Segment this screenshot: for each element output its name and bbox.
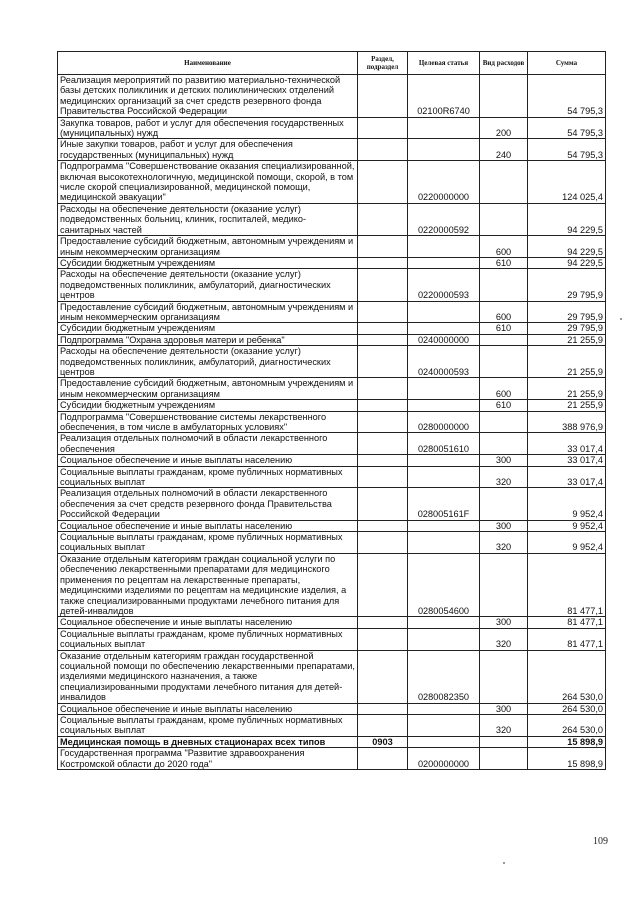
cell-section: [358, 433, 408, 455]
cell-sum: 54 795,3: [528, 117, 606, 139]
cell-vid: 610: [480, 323, 528, 334]
cell-section: [358, 553, 408, 616]
cell-vid: [480, 161, 528, 204]
cell-vid: [480, 488, 528, 520]
table-row: [58, 257, 606, 268]
cell-section: [358, 117, 408, 139]
cell-name: Субсидии бюджетным учреждениям: [58, 400, 358, 411]
cell-sum: 21 255,9: [528, 334, 606, 345]
cell-target: 0240000593: [408, 346, 480, 378]
cell-vid: [480, 736, 528, 747]
cell-target: [408, 117, 480, 139]
cell-target: [408, 378, 480, 400]
cell-sum: 33 017,4: [528, 466, 606, 488]
table-row: [58, 378, 606, 400]
cell-name: Социальное обеспечение и иные выплаты населению: [58, 520, 358, 531]
cell-target: 0200000000: [408, 748, 480, 770]
cell-vid: 300: [480, 520, 528, 531]
cell-vid: [480, 411, 528, 433]
table-row: [58, 411, 606, 433]
cell-section: [358, 650, 408, 703]
cell-vid: 240: [480, 139, 528, 161]
cell-sum: 15 898,9: [528, 748, 606, 770]
cell-sum: 9 952,4: [528, 532, 606, 554]
table-row: [58, 203, 606, 235]
cell-target: 0280000000: [408, 411, 480, 433]
cell-target: 0220000000: [408, 161, 480, 204]
cell-name: Социальные выплаты гражданам, кроме публичных нормативных социальных выплат: [58, 714, 358, 736]
cell-sum: 9 952,4: [528, 520, 606, 531]
cell-sum: 33 017,4: [528, 433, 606, 455]
table-row: [58, 553, 606, 616]
cell-section: [358, 269, 408, 301]
cell-name: Социальное обеспечение и иные выплаты населению: [58, 617, 358, 628]
table-row: [58, 400, 606, 411]
cell-target: 0280054600: [408, 553, 480, 616]
cell-sum: 29 795,9: [528, 323, 606, 334]
cell-name: Расходы на обеспечение деятельности (оказание услуг) подведомственных больниц, клиник, госпиталей, медико-санитарных частей: [58, 203, 358, 235]
cell-vid: [480, 553, 528, 616]
table-row: [58, 301, 606, 323]
table-row: [58, 269, 606, 301]
header-target: Целевая статья: [408, 52, 480, 75]
cell-vid: [480, 650, 528, 703]
table-row: [58, 433, 606, 455]
table-row: [58, 748, 606, 770]
cell-section: [358, 520, 408, 531]
cell-section: [358, 378, 408, 400]
cell-vid: 300: [480, 703, 528, 714]
cell-vid: [480, 433, 528, 455]
table-row: [58, 532, 606, 554]
cell-vid: 320: [480, 628, 528, 650]
cell-section: [358, 532, 408, 554]
cell-target: [408, 466, 480, 488]
cell-target: 02100R6740: [408, 75, 480, 118]
cell-section: [358, 323, 408, 334]
cell-sum: 264 530,0: [528, 714, 606, 736]
table-row: [58, 650, 606, 703]
table-row: [58, 466, 606, 488]
table-row: [58, 236, 606, 258]
cell-target: [408, 400, 480, 411]
cell-vid: 300: [480, 455, 528, 466]
cell-name: Предоставление субсидий бюджетным, автономным учреждениям и иным некоммерческим организациям: [58, 236, 358, 258]
cell-section: [358, 257, 408, 268]
cell-target: 0240000000: [408, 334, 480, 345]
table-row: [58, 736, 606, 747]
table-row: [58, 628, 606, 650]
cell-vid: [480, 269, 528, 301]
cell-sum: 264 530,0: [528, 703, 606, 714]
cell-sum: 124 025,4: [528, 161, 606, 204]
cell-sum: 94 229,5: [528, 257, 606, 268]
cell-vid: 600: [480, 301, 528, 323]
cell-vid: [480, 203, 528, 235]
cell-name: Оказание отдельным категориям граждан государственной социальной помощи по обеспечению лекарственными препаратами, изделиями медицинского назначения, а также специализированными продуктами лечебного питания для детей-инвалидов: [58, 650, 358, 703]
cell-name: Субсидии бюджетным учреждениям: [58, 257, 358, 268]
cell-section: [358, 346, 408, 378]
cell-section: [358, 139, 408, 161]
cell-section: [358, 628, 408, 650]
cell-section: [358, 714, 408, 736]
cell-section: [358, 617, 408, 628]
header-sum: Сумма: [528, 52, 606, 75]
cell-section: [358, 466, 408, 488]
cell-vid: 320: [480, 532, 528, 554]
cell-vid: [480, 75, 528, 118]
cell-name: Реализация мероприятий по развитию материально-технической базы детских поликлиник и детских поликлинических отделений медицинских организаций за счет средств резервного фонда Правительства Российской Федерации: [58, 75, 358, 118]
table-row: [58, 161, 606, 204]
cell-sum: 54 795,3: [528, 75, 606, 118]
cell-target: [408, 301, 480, 323]
cell-target: [408, 617, 480, 628]
cell-name: Иные закупки товаров, работ и услуг для обеспечения государственных (муниципальных) нужд: [58, 139, 358, 161]
cell-target: 0280051610: [408, 433, 480, 455]
table-body: [58, 75, 606, 770]
scan-speck: [620, 318, 622, 320]
cell-section: [358, 488, 408, 520]
cell-vid: 200: [480, 117, 528, 139]
scan-speck: [503, 862, 505, 864]
cell-sum: 94 229,5: [528, 203, 606, 235]
budget-table: [57, 51, 606, 770]
cell-target: [408, 532, 480, 554]
table-header-row: [58, 52, 606, 75]
cell-sum: 33 017,4: [528, 455, 606, 466]
cell-name: Расходы на обеспечение деятельности (оказание услуг) подведомственных поликлиник, амбулаторий, диагностических центров: [58, 269, 358, 301]
cell-sum: 388 976,9: [528, 411, 606, 433]
table-row: [58, 714, 606, 736]
cell-target: [408, 323, 480, 334]
cell-vid: [480, 334, 528, 345]
cell-section: 0903: [358, 736, 408, 747]
cell-sum: 81 477,1: [528, 553, 606, 616]
header-vid: Вид расходов: [480, 52, 528, 75]
cell-sum: 9 952,4: [528, 488, 606, 520]
cell-section: [358, 400, 408, 411]
cell-vid: [480, 748, 528, 770]
cell-section: [358, 301, 408, 323]
cell-target: [408, 257, 480, 268]
table-row: [58, 520, 606, 531]
cell-section: [358, 236, 408, 258]
cell-sum: 54 795,3: [528, 139, 606, 161]
cell-name: Субсидии бюджетным учреждениям: [58, 323, 358, 334]
table-row: [58, 617, 606, 628]
cell-vid: 600: [480, 378, 528, 400]
cell-vid: [480, 346, 528, 378]
cell-target: [408, 236, 480, 258]
cell-sum: 15 898,9: [528, 736, 606, 747]
cell-sum: 21 255,9: [528, 400, 606, 411]
cell-name: Социальное обеспечение и иные выплаты населению: [58, 703, 358, 714]
cell-sum: 264 530,0: [528, 650, 606, 703]
cell-sum: 21 255,9: [528, 378, 606, 400]
table-row: [58, 703, 606, 714]
cell-target: [408, 455, 480, 466]
cell-vid: 320: [480, 714, 528, 736]
cell-target: 028005161F: [408, 488, 480, 520]
cell-section: [358, 703, 408, 714]
cell-section: [358, 748, 408, 770]
cell-name: Социальные выплаты гражданам, кроме публичных нормативных социальных выплат: [58, 532, 358, 554]
cell-vid: 610: [480, 257, 528, 268]
cell-section: [358, 203, 408, 235]
cell-vid: 600: [480, 236, 528, 258]
cell-sum: 81 477,1: [528, 628, 606, 650]
cell-name: Оказание отдельным категориям граждан социальной услуги по обеспечению лекарственными препаратами для медицинского применения по рецептам на лекарственные препараты, медицинскими изделиями по рецептам на медицинские изделия, а также специализированными продуктами лечебного питания для детей-инвалидов: [58, 553, 358, 616]
cell-name: Закупка товаров, работ и услуг для обеспечения государственных (муниципальных) нужд: [58, 117, 358, 139]
cell-target: 0220000593: [408, 269, 480, 301]
cell-name: Реализация отдельных полномочий в области лекарственного обеспечения: [58, 433, 358, 455]
table-row: [58, 139, 606, 161]
table-row: [58, 75, 606, 118]
cell-sum: 21 255,9: [528, 346, 606, 378]
cell-section: [358, 75, 408, 118]
cell-name: Реализация отдельных полномочий в области лекарственного обеспечения за счет средств резервного фонда Правительства Российской Федерации: [58, 488, 358, 520]
cell-sum: 94 229,5: [528, 236, 606, 258]
cell-name: Социальное обеспечение и иные выплаты населению: [58, 455, 358, 466]
cell-section: [358, 411, 408, 433]
cell-name: Государственная программа "Развитие здравоохранения Костромской области до 2020 года": [58, 748, 358, 770]
cell-vid: 320: [480, 466, 528, 488]
table-row: [58, 346, 606, 378]
cell-target: [408, 139, 480, 161]
cell-section: [358, 161, 408, 204]
cell-target: 0280082350: [408, 650, 480, 703]
table-row: [58, 117, 606, 139]
cell-sum: 29 795,9: [528, 269, 606, 301]
cell-name: Расходы на обеспечение деятельности (оказание услуг) подведомственных поликлиник, амбулаторий, диагностических центров: [58, 346, 358, 378]
cell-name: Подпрограмма "Охрана здоровья матери и ребенка": [58, 334, 358, 345]
cell-target: [408, 520, 480, 531]
cell-vid: 300: [480, 617, 528, 628]
cell-target: 0220000592: [408, 203, 480, 235]
cell-target: [408, 714, 480, 736]
cell-name: Социальные выплаты гражданам, кроме публичных нормативных социальных выплат: [58, 628, 358, 650]
header-name: Наименование: [58, 52, 358, 75]
cell-sum: 81 477,1: [528, 617, 606, 628]
cell-name: Подпрограмма "Совершенствование системы лекарственного обеспечения, в том числе в амбулаторных условиях": [58, 411, 358, 433]
cell-name: Медицинская помощь в дневных стационарах всех типов: [58, 736, 358, 747]
table-row: [58, 323, 606, 334]
table-row: [58, 488, 606, 520]
cell-section: [358, 455, 408, 466]
cell-target: [408, 703, 480, 714]
header-section: Раздел, подраздел: [358, 52, 408, 75]
cell-name: Предоставление субсидий бюджетным, автономным учреждениям и иным некоммерческим организациям: [58, 301, 358, 323]
cell-target: [408, 628, 480, 650]
cell-section: [358, 334, 408, 345]
cell-name: Предоставление субсидий бюджетным, автономным учреждениям и иным некоммерческим организациям: [58, 378, 358, 400]
cell-target: [408, 736, 480, 747]
cell-sum: 29 795,9: [528, 301, 606, 323]
page-number: 109: [593, 836, 608, 847]
table-row: [58, 455, 606, 466]
cell-vid: 610: [480, 400, 528, 411]
cell-name: Социальные выплаты гражданам, кроме публичных нормативных социальных выплат: [58, 466, 358, 488]
cell-name: Подпрограмма "Совершенствование оказания специализированной, включая высокотехнологичную, медицинской помощи, скорой, в том числе скорой специализированной, медицинской помощи, медицинской эвакуации": [58, 161, 358, 204]
table-row: [58, 334, 606, 345]
